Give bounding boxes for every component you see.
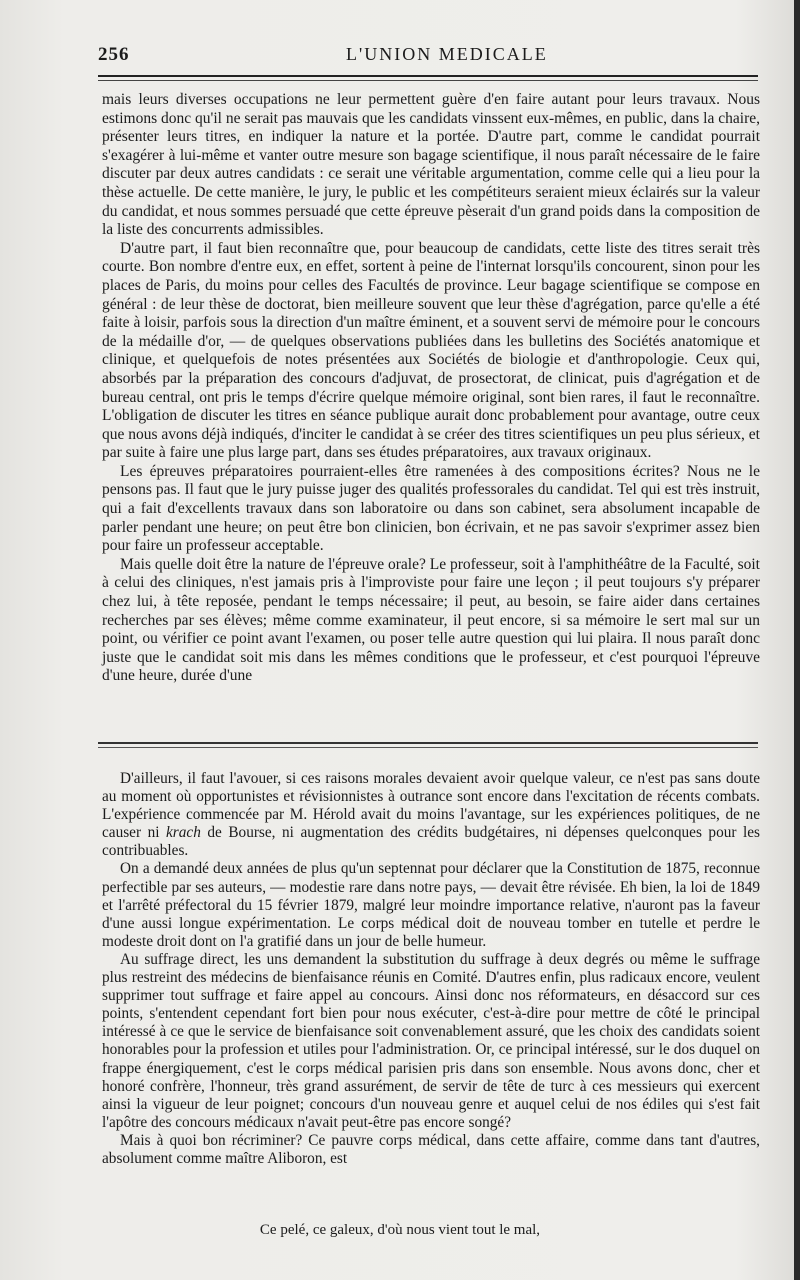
paragraph: Au suffrage direct, les uns demandent la substitution du suffrage à deux degrés ou même le suffrage plus restreint des médecins de bienfaisance réunis en Comité. D'autres enfin, plus radicaux encore, veulent supprimer tout suffrage et faire appel au concours. Ainsi donc nos réformateurs, en désaccord sur ces points, s'entendent cependant fort bien pour nous exécuter, c'est-à-dire pour mettre de côté le principal intéressé à ce que le service de bienfaisance soit convenablement assuré, que les choix des candidats soient honorables pour la profession et utiles pour l'administration. Or, ce principal intéressé, sur le dos duquel on frappe énergiquement, c'est le corps médical parisien pris dans son ensemble. Nous avons donc, cher et honoré confrère, l'honneur, très grand assurément, de servir de tête de turc à ces messieurs qui exercent ainsi la vigueur de leur poignet; concours d'un nouveau genre et auquel celui de nos édiles qui s'est fait l'apôtre des concours médicaux n'avait peut-être pas encore songé? bbox=[102, 950, 760, 1131]
paragraph: Mais à quoi bon récriminer? Ce pauvre corps médical, dans cette affaire, comme dans tant d'autres, absolument comme maître Aliboron, est bbox=[102, 1131, 760, 1167]
paragraph: D'autre part, il faut bien reconnaître que, pour beaucoup de candidats, cette liste des titres serait très courte. Bon nombre d'entre eux, en effet, sortent à peine de l'internat lorsqu'ils concourent, sinon pour les places de Paris, du moins pour celles des Facultés de province. Leur bagage scientifique se compose en général : de leur thèse de doctorat, bien meilleure souvent que leur thèse d'agrégation, parce qu'elle a été faite à loisir, parfois sous la direction d'un maître éminent, et a souvent servi de mémoire pour le concours de la médaille d'or, — de quelques observations publiées dans les bulletins des Sociétés anatomique et clinique, et quelquefois de notes présentées aux Sociétés de biologie et d'anthropologie. Ceux qui, absorbés par la préparation des concours d'adjuvat, de prosectorat, de clinicat, puis d'agrégation et de bureau central, ont pris le temps d'écrire quelque mémoire original, sont bien rares, il faut le reconnaître. L'obligation de discuter les titres en séance publique aurait donc probablement pour avantage, outre ceux que nous avons déjà indiqués, d'inciter le candidat à se créer des titres scientifiques un peu plus sérieux, et par suite à faire une plus large part, dans ses études préparatoires, aux travaux originaux. bbox=[102, 239, 760, 462]
verse-quote: Ce pelé, ce galeux, d'où nous vient tout le mal, bbox=[259, 1222, 541, 1238]
feuilleton-text bbox=[102, 770, 760, 1200]
italic-word: krach bbox=[166, 824, 201, 842]
header-rule-thin bbox=[98, 80, 758, 81]
journal-title: L'UNION MEDICALE bbox=[346, 44, 548, 64]
paragraph: On a demandé deux années de plus qu'un septennat pour déclarer que la Constitution de 1875, reconnue perfectible par ses auteurs, — modestie rare dans notre pays, — devait être révisée. Eh bien, la loi de 1849 et l'arrêté préfectoral du 15 février 1879, malgré leur moindre importance relative, n'auront pas la faveur d'une aussi longue expérimentation. Le corps médical doit de nouveau tomber en tutelle et perdre le modeste droit dont on l'a gratifié dans un jour de belle humeur. bbox=[102, 860, 760, 950]
paragraph-text: D'ailleurs, il faut l'avouer, si ces raisons morales devaient avoir quelque valeur, ce n'est pas sans doute au moment où opportunistes et révisionnistes à outrance sont encore dans l'excitation de récents combats. L'expérience commencée par M. Hérold avait du moins l'avantage, sur les expériences politiques, de ne causer ni bbox=[102, 770, 760, 842]
page-edge-shadow bbox=[794, 0, 800, 1280]
paragraph bbox=[102, 770, 760, 860]
feuilleton-separator bbox=[98, 742, 758, 744]
header-rule bbox=[98, 75, 758, 77]
paragraph: Mais quelle doit être la nature de l'épreuve orale? Le professeur, soit à l'amphithéâtre de la Faculté, soit à celui des cliniques, n'est jamais pris à l'improviste pour faire une leçon ; il peut toujours s'y préparer chez lui, à tête reposée, pendant le temps nécessaire; il peut, au besoin, se faire aider dans certaines recherches par ses élèves; même comme examinateur, il peut encore, si sa mémoire le sert mal sur un point, ou vérifier ce point avant l'examen, ou poser telle autre question qui lui plaira. Il nous paraît donc juste que le candidat soit mis dans les mêmes conditions que le professeur, et c'est pourquoi l'épreuve d'une heure, durée d'une bbox=[102, 555, 760, 685]
paragraph: Les épreuves préparatoires pourraient-elles être ramenées à des compositions écrites? Nous ne le pensons pas. Il faut que le jury puisse juger des qualités professorales du candidat. Tel qui est très instruit, qui a fait d'excellents travaux dans son laboratoire ou dans son cabinet, sera absolument incapable de parler pendant une heure; on peut être bon clinicien, bon écrivain, et ne pas savoir s'exprimer assez bien pour faire un professeur acceptable. bbox=[102, 462, 760, 555]
paragraph-text: de Bourse, ni augmentation des crédits budgétaires, ni dépenses quelconques pour les contribuables. bbox=[102, 824, 760, 860]
feuilleton-separator-thin bbox=[98, 747, 758, 748]
main-article-text bbox=[102, 91, 760, 736]
paragraph: mais leurs diverses occupations ne leur permettent guère d'en faire autant pour leurs travaux. Nous estimons donc qu'il ne serait pas mauvais que les candidats vinssent eux-mêmes, en public, dans la chaire, présenter leurs titres, en indiquer la nature et la portée. D'autre part, comme le candidat pourrait s'exagérer à lui-même et vanter outre mesure son bagage scientifique, il nous paraît nécessaire de le faire discuter par deux autres candidats : ce serait une véritable argumentation, comme celle qui a lieu pour la thèse actuelle. De cette manière, le jury, le public et les compétiteurs seraient mieux éclairés sur la valeur du candidat, et nous sommes persuadé que cette épreuve pèserait d'un grand poids dans la composition de la liste des concurrents admissibles. bbox=[102, 91, 760, 239]
page-number: 256 bbox=[98, 44, 130, 65]
page-header bbox=[98, 44, 758, 72]
